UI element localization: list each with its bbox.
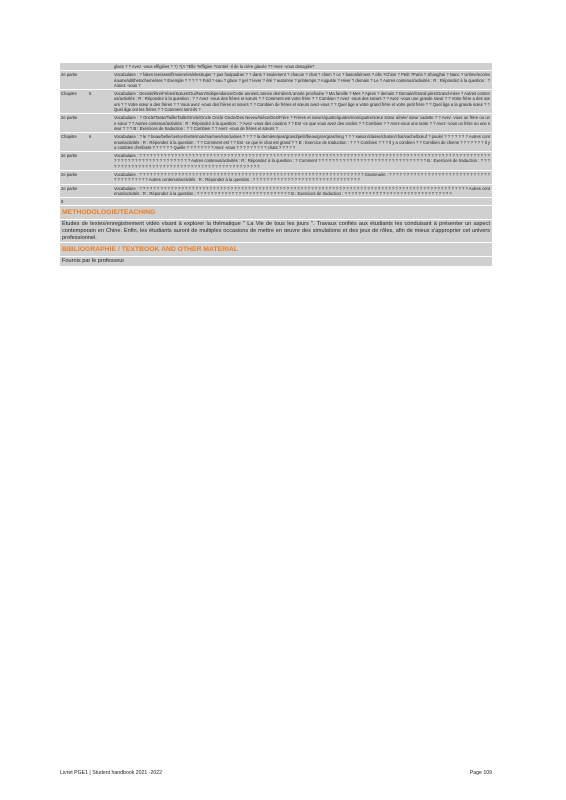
table-row <box>60 185 492 199</box>
row-part-label: 2e partie <box>61 72 78 78</box>
row-chapter-number <box>88 152 112 170</box>
table-row <box>60 171 492 185</box>
row-part-label: 2e partie <box>61 185 78 191</box>
row-part-label: Chapitre <box>61 134 77 140</box>
row-content: Vocabulaire : ? ? ? ? ? ? ? ? ? ? ? ? ? ? ? ? ? ? ? ? ? ? ? ? ? ? ? ? ? ? ? ? ? ? ? ? ? ? ? ? ? ? ? ? ? ? ? ? ? ? ? ? ? ? ? ? ? ? ? ? ? ? ? ? ? ? ? ? ? ? ? ? ? ? ? ? ? ? ? ? ? ? ? ? ? ? ? ? ? ? ? ? ? ? ? ? ? ? ? ? ? ? ? ? ? ? ? ? ? ? ? ? ? ? ? ? ? ? ? ? ? ? Autres contenus/activités : R : Répondez à la question : ? Comment ? ? ? ? ? ? ? ? ? ? ? ? ? ? ? ? ? ? ? ? ? ? ? ? ? ? ? ? ? ? ? B : Exercices de traduction : ? ? ? ? ? ? ? ? ? ? ? ? ? ? ? ? ? ? ? ? ? ? ? ? ? ? ? ? ? ? ? ? ? ? ? ? ? ? ? ? ? ? ? ? ? <box>114 153 490 169</box>
row-content: Vocabulaire : Devrait/être/Frères/Sœurs/Oui/Non/Indépendance/Cette année/L'année dernière/L'année prochaine ? Ma famille ? Mes ? Apres ? demain ? Demain/Grand-père/Grand-mère ? Autres contenus/activités : R : Répondez à la question : ? ? Avez -vous des frères et sœurs ? ? Comment est votre frère ? ? Combien ? Avez -vous des sœurs ? ? Avez -vous une grande sœur ? ? Votre frère a des sœurs ? ? Votre sœur a des frères ? ? Vous avez -vous des frères et sœurs ? ? Combien de frères et sœurs avez-vous ? ? Quel âge a votre grand frère et votre petit frère ? ? Quel âge a la grande sœur ? ? Quel âge ont les frères ? ? Comment sont-ils ? <box>114 91 490 113</box>
row-chapter-number <box>88 63 112 70</box>
page-number: Page 109 <box>469 770 492 776</box>
syllabus-table <box>60 62 492 267</box>
row-content: Vocabulaire : ? fakes tee/ases/fimoiere/es/elesSuper ? pas foulpadran ? ? dans ? seulement ? chacun ? chat ? chien ? ce ? basonliément ? elle ?Chine ? Petit ?Paris ? Shanghai ? Nanc ? Urtime/ecolevéaume/ultilhetocheme/ses ? Exemple ? ? ? ? ? Fold ? eau ? glace ? gel ? lever ? été ? automne ? printemps ? Auguste ? Hiver ? demain ? Le ? Autres contenus/activités : R : Répondez à la question : ? Aimez -vous ? <box>114 72 490 88</box>
page-footer <box>60 770 492 776</box>
row-chapter-number: 6 <box>89 134 92 140</box>
methodology-section-body-row <box>60 220 492 243</box>
table-row <box>60 71 492 90</box>
row-content: Vocabulaire : ? le ? beau/belle/ces/cet/cette/mon/ma/mes/son/sa/ses ? ? ? ? la dernière/pas/grand/petit/beau/gros/gras/long ? ? ? saison/classe/chaton/chat/vache/bœuf ? poule/ ? ? ? ? ? ? ? Autres contenus/activités : R : Répondez à la question : ? ? Comment est ? ? Est -ce que le chat est grand ? ? B : Exercice de traduction : ? ? ? Combien ? ? ? Il y a combien ? ? Combien de chiens ? ? ? ? ? ? ? Il y a combien d'enfants ? ? ? ? ? ? Quelle ? ? ? ? ? ? ? ? Avez -vous ? ? ? ? ? ? ? ? ? chats ? ? ? ? ? <box>114 134 490 150</box>
row-part-label: Chapitre <box>61 91 77 97</box>
row-part-label: 2e partie <box>61 115 78 121</box>
methodology-section-title: METHODOLOGIE/TEACHING <box>62 209 156 217</box>
row-chapter-number <box>88 71 112 89</box>
bibliography-section-heading-row <box>60 243 492 257</box>
table-row <box>60 90 492 114</box>
row-part-label <box>60 63 88 70</box>
methodology-section-heading-row <box>60 206 492 220</box>
table-row <box>60 63 492 71</box>
row-chapter-number <box>88 114 112 132</box>
bibliography-section-body-row <box>60 257 492 267</box>
row-chapter-number <box>88 171 112 184</box>
methodology-section-body: Études de textes/enregistrement vidéo visant à explorer la thématique " La Vie de tous les jours ". Travaux confiés aux étudiants les conduisant à présenter un aspect contemporain en Chine. Enfin, les étudiants auront de multiples occasions de mettre en œuvre des simulations et des jeux de rôles, afin de mieux s'approprier cet univers professionnel. <box>62 221 490 241</box>
bibliography-section-title: BIBLIOGRAPHIE / TEXTBOOK AND OTHER MATERIAL <box>62 246 238 254</box>
row-chapter-number: 5 <box>89 91 92 97</box>
row-chapter-number <box>88 185 112 198</box>
row-content: Vocabulaire : ? Oncle/Tante/Taille/Taille/Oncle/Oncle Oncle Oncle/Des Neveu/Nièce/Des/Frère ? Frères et sœurs/quatre/quatre/mon/quatre/sœur Sœur aînée/ sœur cadette ? ? Avez -vous un frère ou une sœur ? ? Autres contenus/activités : R : Répondez à la question : ? Avez -vous des cousins ? ? Est -ce que vous avez des oncles ? ? Combien ? ? Avez-vous une tante ? ? Avez -vous un frère ou une sœur ? ? ? B : Exercices de traduction : ? ? Combien ? ? Avez -vous de frères et sœurs ? <box>114 115 490 131</box>
table-row <box>60 198 492 206</box>
row-part-label: 2e partie <box>61 172 78 178</box>
footer-title: Livret PGE1 | Student handbook 2021 -2022 <box>60 770 162 776</box>
table-row <box>60 114 492 133</box>
table-row <box>60 133 492 152</box>
row-content <box>112 198 492 205</box>
row-part-label: 2e partie <box>61 153 78 159</box>
row-content: Vocabulaire : ? ? ? ? ? ? ? ? ? ? ? ? ? ? ? ? ? ? ? ? ? ? ? ? ? ? ? ? ? ? ? ? ? ? ? ? ? ? ? ? ? ? ? ? ? ? ? ? ? ? ? ? ? ? ? ? ? ? ? ? ? ? ? ? Grammaire : ? ? ? ? ? ? ? ? ? ? ? ? ? ? ? ? ? ? ? ? ? ? ? ? ? ? ? ? ? ? ? ? ? ? ? ? ? ? ? Autres contenus/activités : R : Répondez à la question : ? ? ? ? ? ? ? ? ? ? ? ? ? ? ? ? ? ? ? ? ? ? ? ? ? ? ? ? ? ? ? <box>114 172 490 183</box>
row-chapter-number <box>88 198 112 205</box>
bibliography-section-body: Fournis par le professeur <box>62 258 125 265</box>
table-row <box>60 152 492 171</box>
row-part-label: 6 <box>61 199 64 205</box>
row-content: Vocabulaire : ? ? ? ? ? ? ? ? ? ? ? ? ? ? ? ? ? ? ? ? ? ? ? ? ? ? ? ? ? ? ? ? ? ? ? ? ? ? ? ? ? ? ? ? ? ? ? ? ? ? ? ? ? ? ? ? ? ? ? ? ? ? ? ? ? ? ? ? ? ? ? ? ? ? ? ? ? ? ? ? ? ? ? ? ? ? ? ? ? ? ? ? ? ? Autres contenus/activités : R : Répondez à la question : ? ? ? ? ? ? ? ? ? ? ? ? ? ? ? ? ? ? ? ? ? ? ? ? ? ? ? B : Exercices de traduction : ? ? ? ? ? ? ? ? ? ? ? ? ? ? ? ? ? ? ? ? ? ? ? ? ? ? ? ? ? ? ? <box>114 185 490 196</box>
row-content: glace ? ? Avez -vous effigiées ? ?) ?(A ?Elle ?effigiee ?contiel -Il de la cière glacée ?? Avez -vous desogiés? <box>114 64 315 69</box>
